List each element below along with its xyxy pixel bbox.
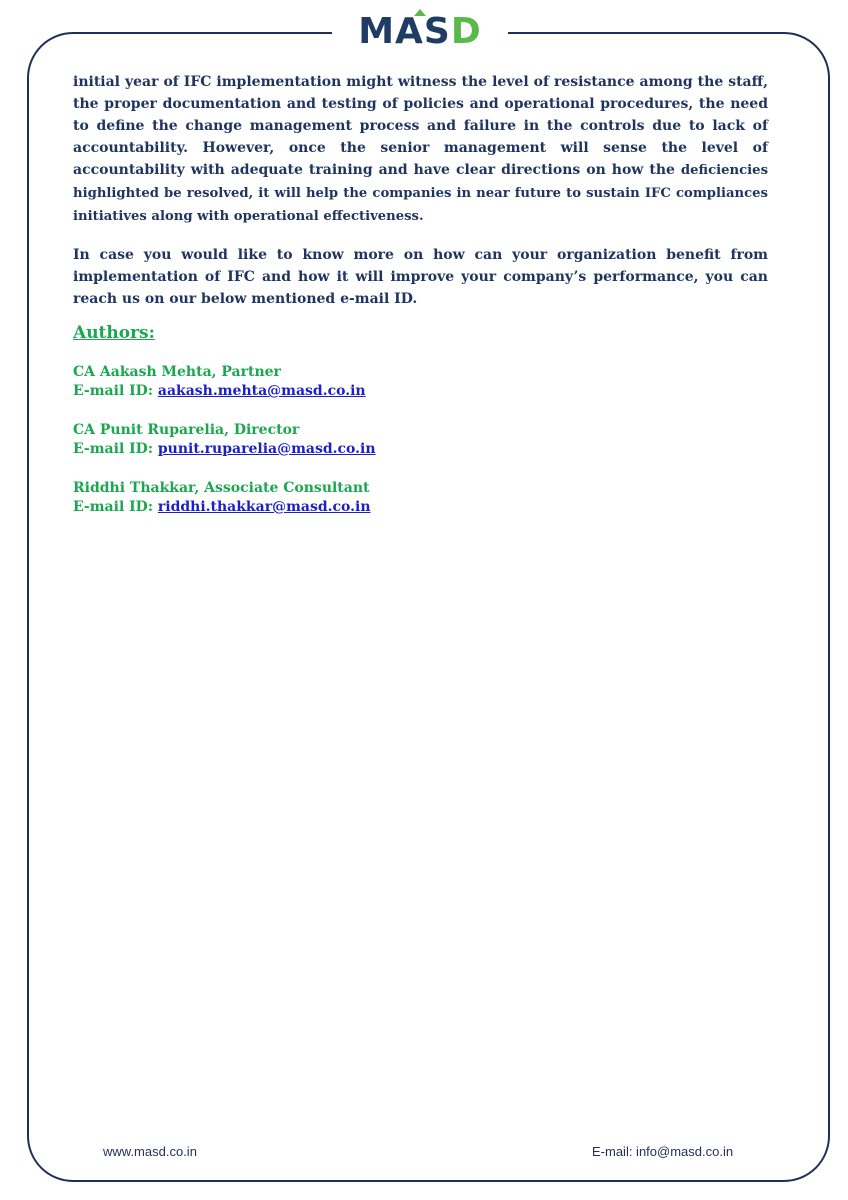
authors-heading: Authors: — [73, 323, 155, 343]
footer-website[interactable]: www.masd.co.in — [103, 1144, 197, 1159]
document-body — [73, 71, 768, 517]
email-label: E-mail ID: — [73, 499, 153, 515]
author-name: CA Aakash Mehta, Partner — [73, 364, 281, 380]
email-label: E-mail ID: — [73, 441, 153, 457]
author-email-line — [73, 498, 768, 517]
author-email-link[interactable]: riddhi.thakkar@masd.co.in — [157, 499, 371, 515]
paragraph-contact-invitation: In case you would like to know more on how can your organization benefit from implementation of IFC and how it will improve your company’s performance, you can reach us on our below mentioned e-mail ID. — [73, 247, 768, 307]
logo-caret-icon — [414, 9, 426, 16]
logo-text — [358, 12, 482, 52]
author-name: Riddhi Thakkar, Associate Consultant — [73, 480, 370, 496]
email-label: E-mail ID: — [73, 383, 153, 399]
author-entry — [73, 421, 768, 459]
paragraph-1-part-1: initial year of IFC implementation might witness the level of resistance among the staff, the proper documentation and testing of policies and operational procedures, the need to define the change management process and failure in the controls due to lack of accountability. However, once the senior management will sense the level of accountability with adequate training and have clear directions on how the — [73, 74, 768, 178]
author-entry — [73, 363, 768, 401]
author-email-line — [73, 382, 768, 401]
author-email-link[interactable]: aakash.mehta@masd.co.in — [157, 383, 366, 399]
masd-logo — [332, 8, 508, 60]
footer-email[interactable]: E-mail: info@masd.co.in — [592, 1144, 734, 1159]
logo-text-accent: D — [450, 11, 482, 52]
paragraph-1-part-2: deficiencies highlighted be resolved, it will help the companies in near future to sustain IFC compliances initiatives along with operational effectiveness. — [73, 163, 768, 224]
paragraph-ifc-implementation — [73, 71, 768, 228]
author-email-link[interactable]: punit.ruparelia@masd.co.in — [157, 441, 376, 457]
logo-text-main: MAS — [358, 11, 451, 52]
author-entry — [73, 479, 768, 517]
author-email-line — [73, 440, 768, 459]
author-name: CA Punit Ruparelia, Director — [73, 422, 300, 438]
